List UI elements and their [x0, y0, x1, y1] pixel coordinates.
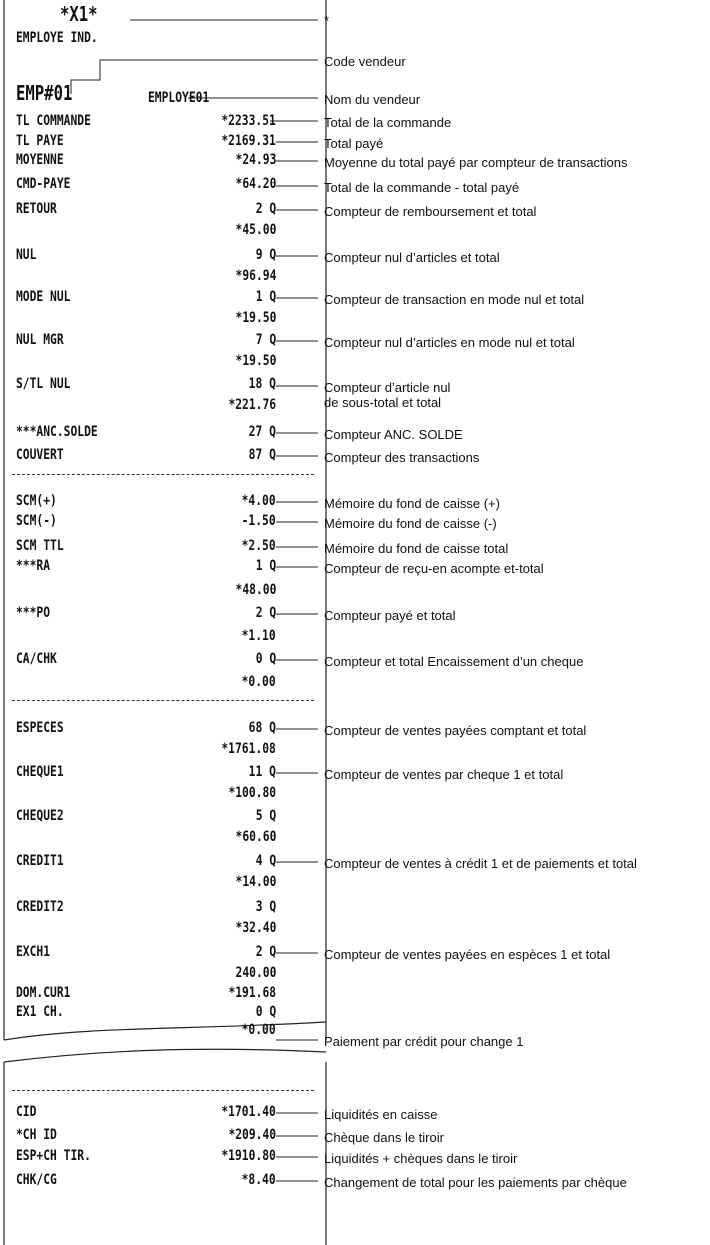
separator [12, 1090, 314, 1091]
annotation: Mémoire du fond de caisse total [324, 541, 509, 556]
annotation: Compteur d’article nul [324, 380, 451, 395]
row-label: MOYENNE [16, 152, 64, 168]
annotation: Moyenne du total payé par compteur de transactions [324, 155, 628, 170]
annotation: Mémoire du fond de caisse (-) [324, 516, 497, 531]
row-label: TL COMMANDE [16, 113, 91, 129]
row-label: S/TL NUL [16, 376, 71, 392]
annotation: Paiement par crédit pour change 1 [324, 1034, 524, 1049]
row-value-secondary: *48.00 [235, 582, 276, 598]
annotation: Total de la commande - total payé [324, 180, 520, 195]
row-value: 9 Q [255, 247, 276, 263]
row-label: DOM.CUR1 [16, 985, 71, 1001]
row-value: *2.50 [241, 538, 276, 554]
row-label: NUL MGR [16, 332, 64, 348]
row-label: SCM TTL [16, 538, 64, 554]
separator [12, 700, 314, 701]
row-label: CHEQUE1 [16, 764, 64, 780]
row-value-secondary: *19.50 [235, 310, 276, 326]
row-label: COUVERT [16, 447, 64, 463]
row-label: ***PO [16, 605, 51, 621]
row-value: *191.68 [228, 985, 276, 1001]
annotation: Compteur payé et total [324, 608, 456, 623]
row-value: 5 Q [255, 808, 276, 824]
row-value-secondary: *221.76 [228, 397, 276, 413]
row-label: CHK/CG [16, 1172, 57, 1188]
row-value: 7 Q [255, 332, 276, 348]
annotation: * [324, 13, 330, 28]
row-label: ***RA [16, 558, 51, 574]
annotation: Compteur de ventes payées en espèces 1 et total [324, 947, 611, 962]
row-label: TL PAYE [16, 133, 64, 149]
row-label: ESP+CH TIR. [16, 1148, 91, 1164]
row-value: *24.93 [235, 152, 276, 168]
row-value-secondary: *19.50 [235, 353, 276, 369]
row-label: MODE NUL [16, 289, 71, 305]
row-label: CREDIT1 [16, 853, 64, 869]
row-value: *2169.31 [221, 133, 276, 149]
row-value-secondary: *45.00 [235, 222, 276, 238]
annotation: Compteur ANC. SOLDE [324, 427, 463, 442]
employee-code: EMP#01 [16, 81, 73, 105]
row-label: RETOUR [16, 201, 57, 217]
row-label: CREDIT2 [16, 899, 64, 915]
annotation: Compteur de ventes à crédit 1 et de paiements et total [324, 856, 637, 871]
row-value: 0 Q [255, 1004, 276, 1020]
annotation: Liquidités en caisse [324, 1107, 438, 1122]
row-value: 1 Q [255, 558, 276, 574]
annotation: Liquidités + chèques dans le tiroir [324, 1151, 518, 1166]
row-label: NUL [16, 247, 37, 263]
annotation: Nom du vendeur [324, 92, 421, 107]
row-label: EX1 CH. [16, 1004, 64, 1020]
row-value: 4 Q [255, 853, 276, 869]
row-value: *2233.51 [221, 113, 276, 129]
row-label: SCM(-) [16, 513, 57, 529]
row-value: 68 Q [248, 720, 276, 736]
annotation: Total payé [324, 136, 384, 151]
row-value-secondary: *14.00 [235, 874, 276, 890]
annotation: Chèque dans le tiroir [324, 1130, 444, 1145]
annotation: Compteur nul d’articles et total [324, 250, 500, 265]
row-value: 2 Q [255, 605, 276, 621]
annotation: Compteur de ventes par cheque 1 et total [324, 767, 564, 782]
annotation: Compteur nul d’articles en mode nul et total [324, 335, 575, 350]
row-value: *209.40 [228, 1127, 276, 1143]
row-value: *4.00 [241, 493, 276, 509]
row-value-secondary: *0.00 [241, 1022, 276, 1038]
row-value: *64.20 [235, 176, 276, 192]
annotation: Total de la commande [324, 115, 452, 130]
annotation: Compteur de reçu-en acompte et-total [324, 561, 544, 576]
row-value: *8.40 [241, 1172, 276, 1188]
annotation: Changement de total pour les paiements par chèque [324, 1175, 627, 1190]
annotation: Mémoire du fond de caisse (+) [324, 496, 500, 511]
row-value-secondary: *0.00 [241, 674, 276, 690]
annotation: Code vendeur [324, 54, 406, 69]
receipt-header-title: *X1* [60, 2, 98, 26]
row-value: 27 Q [248, 424, 276, 440]
annotation: Compteur de ventes payées comptant et total [324, 723, 587, 738]
row-value: *1910.80 [221, 1148, 276, 1164]
row-value-secondary: 240.00 [235, 965, 276, 981]
annotation: Compteur et total Encaissement d’un cheque [324, 654, 584, 669]
row-label: ***ANC.SOLDE [16, 424, 98, 440]
row-label: *CH ID [16, 1127, 57, 1143]
annotation: Compteur des transactions [324, 450, 480, 465]
receipt-header-subtitle: EMPLOYE IND. [16, 30, 98, 46]
row-value-secondary: *96.94 [235, 268, 276, 284]
row-value: 18 Q [248, 376, 276, 392]
employee-name: EMPLOYE01 [148, 90, 210, 106]
row-label: CMD-PAYE [16, 176, 71, 192]
row-value: -1.50 [241, 513, 276, 529]
annotation: Compteur de remboursement et total [324, 204, 537, 219]
separator [12, 474, 314, 475]
row-label: ESPECES [16, 720, 64, 736]
row-label: CHEQUE2 [16, 808, 64, 824]
row-value-secondary: *100.80 [228, 785, 276, 801]
row-value: 0 Q [255, 651, 276, 667]
row-value: 3 Q [255, 899, 276, 915]
row-value-secondary: *1.10 [241, 628, 276, 644]
row-value-secondary: *60.60 [235, 829, 276, 845]
row-value-secondary: *1761.08 [221, 741, 276, 757]
annotation: Compteur de transaction en mode nul et total [324, 292, 585, 307]
row-value: *1701.40 [221, 1104, 276, 1120]
row-value: 2 Q [255, 201, 276, 217]
row-value: 1 Q [255, 289, 276, 305]
row-value: 2 Q [255, 944, 276, 960]
row-label: CA/CHK [16, 651, 57, 667]
row-label: SCM(+) [16, 493, 57, 509]
row-label: EXCH1 [16, 944, 51, 960]
row-value: 11 Q [248, 764, 276, 780]
row-value-secondary: *32.40 [235, 920, 276, 936]
row-label: CID [16, 1104, 37, 1120]
row-value: 87 Q [248, 447, 276, 463]
annotation: de sous-total et total [324, 395, 442, 410]
